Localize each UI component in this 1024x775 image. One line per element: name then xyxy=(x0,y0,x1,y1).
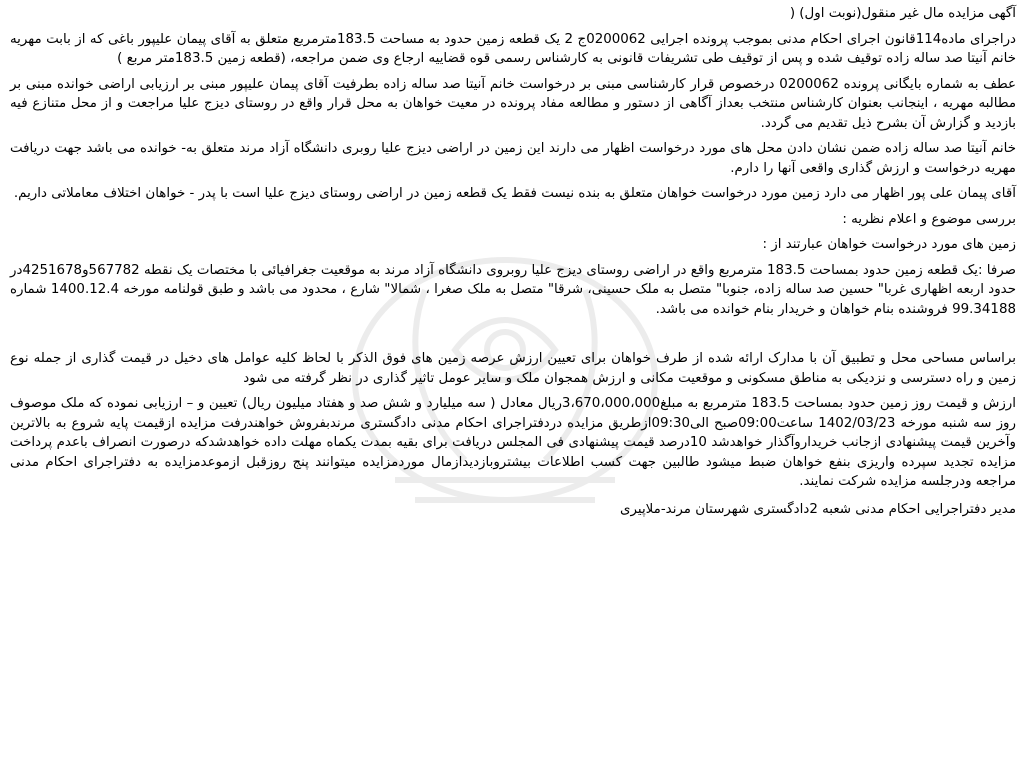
notice-title: آگهی مزایده مال غیر منقول(نوبت اول) ( xyxy=(789,6,1016,21)
signature-line: مدیر دفتراجرایی احکام مدنی شعبه 2دادگستری شهرستان مرند-ملاپیری xyxy=(620,501,1016,517)
paragraph-land-description: صرفا :یک قطعه زمین حدود بمساحت 183.5 مترمربع واقع در اراضی روستای دیزج علیا روبروی دانشگاه آزاد مرند به موقعیت جغرافیائی با مختصات یک نقطه 567782و4251678در حدود اربعه اظهاری غربا" حسین صد ساله زاده، جنوبا" متصل به ملک حسینی، شرقا" متصل به ملک صغرا ، شمالا" شارع ، محدود می باشد و طبق قولنامه مورخه 1400.12.4 شماره 99.34188 فروشنده بنام خواهان و خریدار بنام خوانده می باشد. xyxy=(10,262,1016,317)
notice-body xyxy=(10,4,1016,519)
heading-requested-lands: زمین های مورد درخواست خواهان عبارتند از : xyxy=(762,237,1016,252)
paragraph-expert-order: عطف به شماره بایگانی پرونده 0200062 درخصوص قرار کارشناسی مبنی بر درخواست خانم آنیتا صد ساله زاده بطرفیت آقای پیمان علیپور مبنی بر ارزیابی اراضی خوانده مبنی بر مطالبه مهریه ، اینجانب بعنوان کارشناس منتخب بعداز آگاهی از دستور و مطالعه مفاد پرونده در معیت خواهان به محل قرار واقع در روستای دیزج علیا مراجعت و از محل متنازع فیه بازدید و گزارش آن بشرح ذیل تقدیم می گردد. xyxy=(10,76,1016,131)
paragraph-plaintiff-statement: خانم آنیتا صد ساله زاده ضمن نشان دادن محل های مورد درخواست اظهار می دارند این زمین در اراضی دیزج علیا روبری دانشگاه آزاد مرند متعلق به- خوانده می باشد جهت دریافت مهریه درخواست و ارزش گذاری واقعی آنها را دارم. xyxy=(10,141,1016,176)
paragraph-auction-terms: ارزش و قیمت روز زمین حدود بمساحت 183.5 مترمربع به مبلغ3،670،000،000ریال معادل ( سه میلیارد و شش صد و هفتاد میلیون ریال) تعیین و – ارزیابی نموده که ملک موصوف روز سه شنبه مورخه 1402/03/23 ساعت09:00صبح الی09:30ازطریق مزایده دردفتراجرای احکام مدنی دادگستری مرندبفروش خواهندرفت مزایده ازقیمت پایه شروع به بالاترین وآخرین قیمت پیشنهادی ازجانب خریداروآگذار خواهدشد 10درصد قیمت پیشنهادی فی المجلس دریافت برای بقیه بمدت یکماه مهلت داده خواهدشدکه درصورت انصراف باعدم پرداخت مزایده تجدید سپرده واریزی بنفع خواهان ضبط میشود طالبین جهت کسب اطلاعات بیشتروبازدیدازمال موردمزایده میتوانند پنج روزقبل ازموعدمزایده به دفتراجرای احکام مدنی مراجعه ودرجلسه مزایده شرکت نمایند. xyxy=(10,396,1016,489)
heading-review: بررسی موضوع و اعلام نظریه : xyxy=(842,211,1016,227)
paragraph-defendant-statement: آقای پیمان علی پور اظهار می دارد زمین مورد درخواست خواهان متعلق به بنده نیست فقط یک قطعه زمین در اراضی روستای دیزج علیا است با پدر - خواهان اختلاف معاملاتی داریم. xyxy=(13,186,1016,201)
paragraph-valuation-basis: براساس مساحی محل و تطبیق آن با مدارک ارائه شده از طرف خواهان برای تعیین ارزش عرصه زمین های فوق الذکر با لحاظ کلیه عوامل های دخیل در قیمت گذاری از جمله نوع زمین و راه دسترسی و نزدیکی به مناطق مسکونی و موقعیت مکانی و ارزش همجوان ملک و سایر عومل تاثیر گذاری در نظر گرفته می شود xyxy=(10,351,1016,386)
paragraph-execution: دراجرای ماده114قانون اجرای احکام مدنی بموجب پرونده اجرایی 0200062ج 2 یک قطعه زمین حدود به مساحت 183.5مترمربع متعلق به آقای پیمان علیپور باغی که از بابت مهریه خانم آنیتا صد ساله زاده توقیف شده و پس از توقیف طی تشریفات قانونی به کارشناس رسمی قوه قضاییه ارجاع وی ضمن مراجعه، (قطعه زمین 183.5متر مربع ) xyxy=(10,31,1017,66)
